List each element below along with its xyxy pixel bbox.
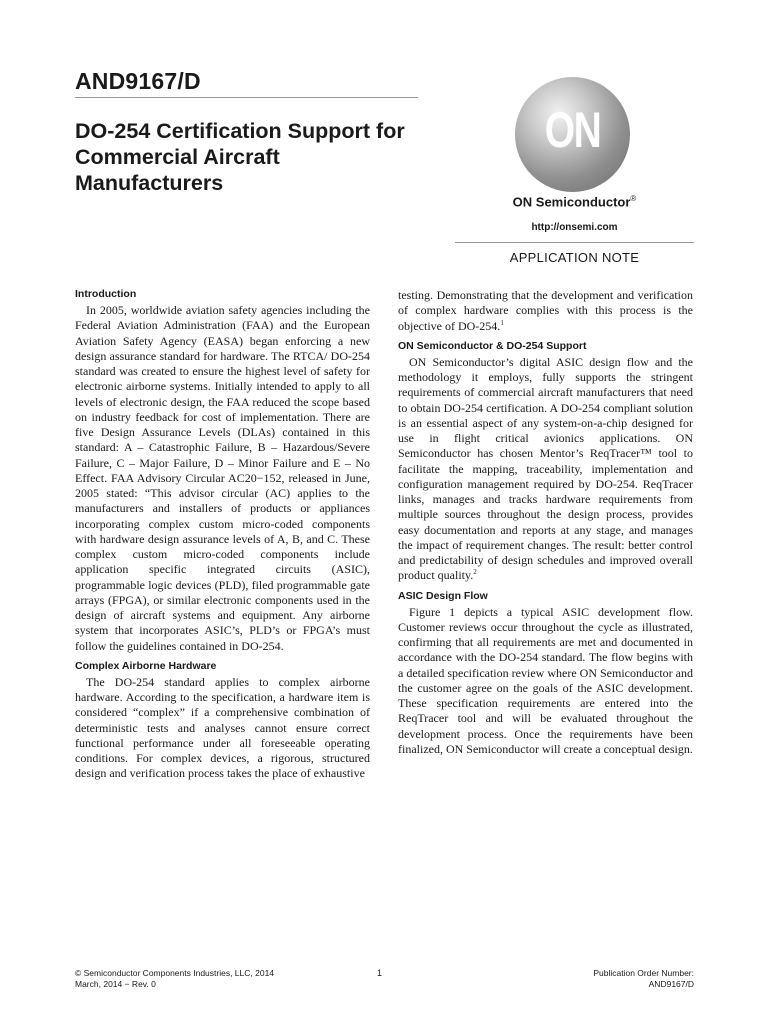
page-number: 1 [377, 968, 383, 978]
complex-paragraph: The DO-254 standard applies to complex airborne hardware. According to the specification, a hardware item is considered “complex” if a comprehensive combination of deterministic tests and analyses cannot ensure correct functional performance under all foreseeable operating conditions. For complex devices, a rigorous, structured design and verification process takes the place of exhaustive [75, 674, 370, 781]
registered-mark: ® [630, 194, 637, 203]
logo-text: ON [544, 102, 601, 158]
footer-left [75, 968, 274, 990]
intro-paragraph: In 2005, worldwide aviation safety agencies including the Federal Aviation Administration (FAA) and the European Aviation Safety Agency (EASA) began enforcing a new design assurance standard for hardware. The RTCA/ DO-254 standard was created to ensure the highest level of safety for electronic airborne systems. Initially intended to apply to all levels of electronic design, the FAA reduced the scope based on industry feedback for cost of implementation. There are five Design Assurance Levels (DLAs) contained in this standard: A – Catastrophic Failure, B – Hazardous/Severe Failure, C – Major Failure, D – Minor Failure and E – No Effect. FAA Advisory Circular AC20−152, released in June, 2005 stated: “This advisor circular (AC) applies to the manufacturers and installers of products or appliances incorporating complex custom micro-coded components with hardware design assurance levels of A, B, and C. These complex custom micro-coded components include application specific integrated circuits (ASIC), programmable logic devices (PLD), filed programmable gate arrays (FPGA), or similar electronic components used in the design of aircraft systems and equipment. Any airborne system that incorporates ASIC’s, PLD’s or FPGA’s must follow the guidelines contained in DO-254. [75, 303, 370, 653]
asic-paragraph: Figure 1 depicts a typical ASIC development flow. Customer reviews occur throughout the cycle as illustrated, confirming that all requirements are met and documented in accordance with the DO-254 standard. The flow begins with a detailed specification review where ON Semiconductor and the customer agree on the goals of the ASIC development. These specification requirements are entered into the ReqTracer tool and will be evaluated throughout the development process. Once the requirements have been finalized, ON Semiconductor will create a conceptual design. [398, 604, 693, 756]
footnote-ref-2: 2 [473, 568, 477, 577]
company-name [455, 194, 694, 209]
complex-heading: Complex Airborne Hardware [75, 659, 217, 672]
copyright: © Semiconductor Components Industries, LLC, 2014 [75, 968, 275, 978]
header-rule [75, 97, 418, 98]
publication-label: Publication Order Number: [593, 968, 694, 978]
intro-heading: Introduction [75, 288, 137, 300]
publication-number: AND9167/D [648, 979, 694, 989]
complex-continued-paragraph [398, 288, 693, 334]
page-title: DO-254 Certification Support for Commercial Aircraft Manufacturers [75, 119, 405, 195]
footnote-ref-1: 1 [500, 318, 504, 327]
complex-continued-text: testing. Demonstrating that the development and verification of complex hardware complies with this process is the objective of DO-254. [398, 288, 693, 333]
support-paragraph [398, 355, 693, 584]
support-heading: ON Semiconductor & DO-254 Support [398, 339, 587, 352]
on-semi-logo [515, 77, 630, 192]
company-url[interactable]: http://onsemi.com [531, 222, 618, 233]
revision-date: March, 2014 − Rev. 0 [75, 979, 156, 989]
footer-right [593, 968, 694, 990]
right-column [398, 288, 693, 759]
document-number: AND9167/D [75, 68, 201, 94]
left-column [75, 288, 370, 784]
support-text: ON Semiconductor’s digital ASIC design flow and the methodology it employs, fully supports the stringent requirements of commercial aircraft manufacturers that need to obtain DO-254 certification. A DO-254 compliant solution is an essential aspect of any system-on-a-chip designed for use in flight critical avionics applications. ON Semiconductor has chosen Mentor’s ReqTracer™ tool to facilitate the mapping, traceability, implementation and configuration management required by DO-254. ReqTracer links, manages and tracks hardware requirements from multiple sources throughout the design process, provides easy documentation and reports at any stage, and manages the impact of requirement changes. The result: better control and predictability of design schedules and improved overall product quality. [398, 354, 693, 583]
asic-heading: ASIC Design Flow [398, 589, 488, 602]
company-name-text: ON Semiconductor [512, 194, 631, 210]
brand-rule [455, 242, 694, 243]
doc-type: APPLICATION NOTE [509, 250, 640, 265]
